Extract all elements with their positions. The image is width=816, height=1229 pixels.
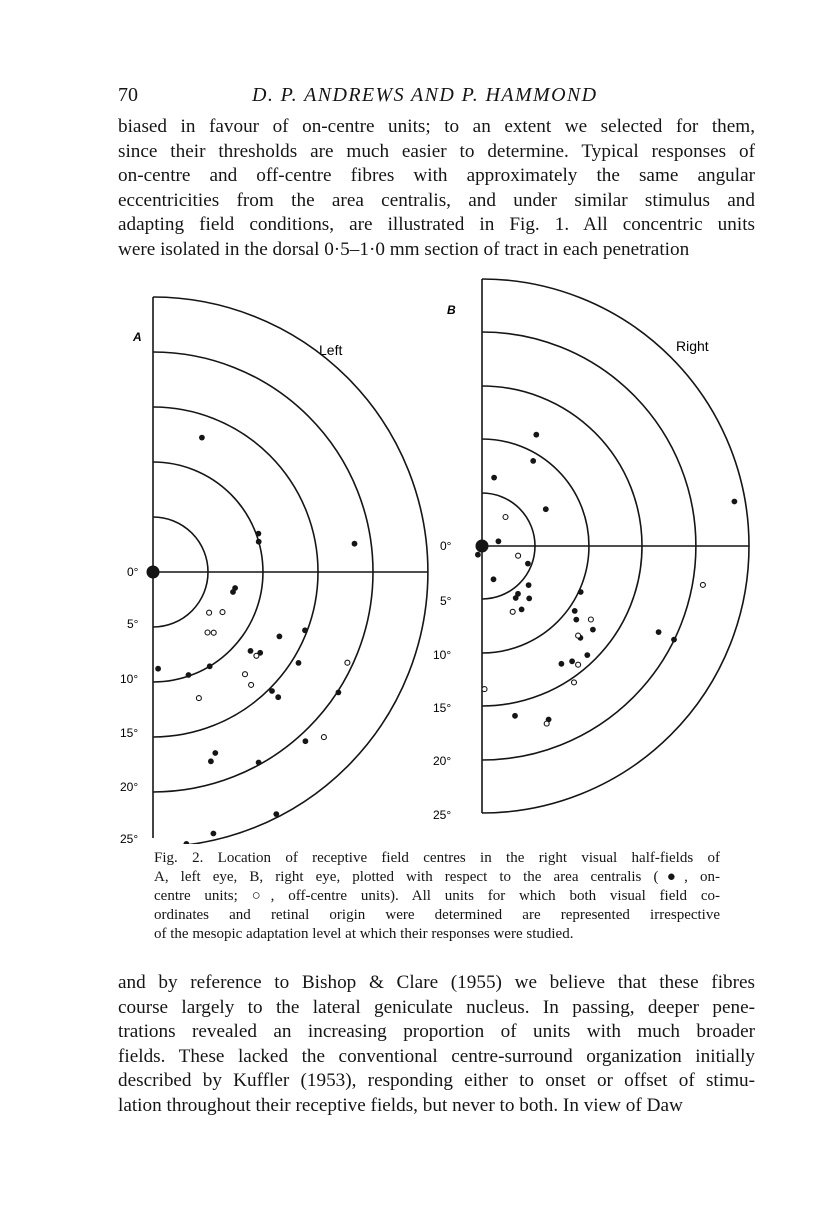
on-centre-unit — [496, 538, 502, 544]
off-centre-unit — [207, 610, 212, 615]
text-line: described by Kuffler (1953), responding either to onset or offset of stimu- — [118, 1070, 755, 1091]
on-centre-unit — [569, 658, 575, 664]
off-centre-unit — [254, 653, 259, 658]
ring-label: 20° — [433, 754, 452, 768]
caption-line: centre units; ○, off-centre units). All units for which both visual field co- — [154, 888, 720, 904]
off-centre-unit — [544, 721, 549, 726]
on-centre-unit — [526, 582, 532, 588]
ring-label: 25° — [433, 808, 452, 822]
panel-b-rings — [482, 279, 749, 813]
on-centre-unit — [491, 475, 497, 481]
off-centre-unit — [211, 630, 216, 635]
caption-line: ordinates and retinal origin were determined are represented irrespective — [154, 907, 720, 923]
panel-b-letter: B — [447, 303, 456, 317]
on-centre-unit — [302, 627, 308, 633]
caption-line: Fig. 2. Location of receptive field centres in the right visual half-fields of — [154, 850, 720, 866]
on-centre-unit — [303, 738, 309, 744]
on-centre-unit — [155, 666, 161, 672]
off-centre-unit — [576, 662, 581, 667]
panel-a-points — [155, 435, 357, 844]
on-centre-unit — [543, 506, 549, 512]
on-centre-unit — [671, 637, 677, 643]
ring-label: 15° — [120, 726, 139, 740]
ring-label: 10° — [120, 672, 139, 686]
text-line: fields. These lacked the conventional centre-surround organization initially — [118, 1045, 755, 1067]
panel-b-ring-labels — [433, 539, 452, 822]
off-centre-unit — [220, 610, 225, 615]
on-centre-unit — [584, 652, 590, 658]
on-centre-unit — [590, 627, 596, 633]
on-centre-unit — [256, 760, 262, 766]
off-centre-unit — [576, 633, 581, 638]
on-centre-unit — [208, 758, 214, 764]
on-centre-unit — [530, 458, 536, 464]
off-centre-unit — [572, 680, 577, 685]
text-line: on-centre and off-centre fibres with approximately the same angular — [118, 165, 755, 186]
text-line: lation throughout their receptive fields, but never to both. In view of Daw — [118, 1094, 683, 1116]
off-centre-unit — [700, 582, 705, 587]
ring-label: 25° — [120, 832, 139, 844]
ring-label: 5° — [440, 594, 452, 608]
panel-b — [433, 279, 749, 822]
on-centre-unit — [352, 541, 358, 547]
body-paragraph-bottom — [118, 971, 755, 1118]
off-centre-unit — [503, 515, 508, 520]
body-paragraph-top — [118, 115, 755, 262]
on-centre-unit — [273, 811, 279, 817]
off-centre-unit — [510, 609, 515, 614]
panel-a-ring-labels — [120, 565, 139, 844]
on-centre-unit — [184, 841, 190, 844]
ring-label: 0° — [440, 539, 452, 553]
on-centre-unit — [256, 531, 262, 537]
running-header — [118, 84, 754, 110]
on-centre-unit — [248, 648, 254, 654]
text-line: course largely to the lateral geniculate nucleus. In passing, deeper pene- — [118, 996, 755, 1018]
on-centre-unit — [269, 688, 275, 694]
on-centre-unit — [336, 690, 342, 696]
on-centre-unit — [732, 499, 738, 505]
off-centre-unit — [243, 672, 248, 677]
panel-b-eye-label: Right — [676, 338, 709, 354]
text-line: eccentricities from the area centralis, and under similar stimulus and — [118, 189, 755, 211]
off-centre-unit — [588, 617, 593, 622]
panel-a — [120, 297, 428, 844]
off-centre-unit — [321, 735, 326, 740]
off-centre-unit — [249, 682, 254, 687]
ring-label: 15° — [433, 701, 452, 715]
ring-label: 20° — [120, 780, 139, 794]
on-centre-unit — [491, 576, 497, 582]
caption-line: A, left eye, B, right eye, plotted with respect to the area centralis (●, on- — [154, 869, 720, 885]
on-centre-unit — [526, 596, 532, 602]
panel-b-points — [475, 432, 737, 726]
on-centre-unit — [277, 634, 283, 640]
text-line: trations revealed an increasing proportion of units with much broader — [118, 1021, 755, 1042]
on-centre-unit — [475, 552, 481, 558]
on-centre-unit — [559, 661, 565, 667]
on-centre-unit — [211, 831, 217, 837]
on-centre-unit — [572, 608, 578, 614]
ring-label: 0° — [127, 565, 139, 579]
figure-2-polar-plots — [112, 278, 762, 844]
on-centre-unit — [232, 585, 238, 591]
panel-a-rings — [153, 297, 428, 844]
panel-a-eye-label: Left — [319, 342, 343, 358]
on-centre-unit — [533, 432, 539, 438]
on-centre-unit — [656, 629, 662, 635]
running-title: D. P. ANDREWS AND P. HAMMOND — [252, 84, 598, 106]
on-centre-unit — [578, 589, 584, 595]
on-centre-unit — [296, 660, 302, 666]
on-centre-unit — [212, 750, 218, 756]
ring-label: 10° — [433, 648, 452, 662]
on-centre-unit — [186, 672, 192, 678]
on-centre-unit — [573, 617, 579, 623]
area-centralis-marker — [476, 540, 489, 553]
caption-line: of the mesopic adaptation level at which their responses were studied. — [154, 926, 574, 942]
off-centre-unit — [516, 553, 521, 558]
on-centre-unit — [525, 561, 531, 567]
on-centre-unit — [275, 694, 281, 700]
text-line: biased in favour of on-centre units; to an extent we selected for them, — [118, 116, 755, 137]
on-centre-unit — [256, 539, 262, 545]
area-centralis-marker — [147, 566, 160, 579]
page-number: 70 — [118, 84, 138, 106]
text-line: adapting field conditions, are illustrated in Fig. 1. All concentric units — [118, 214, 755, 235]
on-centre-unit — [199, 435, 205, 441]
off-centre-unit — [482, 687, 487, 692]
off-centre-unit — [196, 696, 201, 701]
off-centre-unit — [205, 630, 210, 635]
off-centre-unit — [345, 660, 350, 665]
on-centre-unit — [513, 595, 519, 601]
on-centre-unit — [207, 663, 213, 669]
text-line: and by reference to Bishop & Clare (1955) we believe that these fibres — [118, 972, 755, 993]
figure-caption — [154, 849, 720, 944]
text-line: were isolated in the dorsal 0·5–1·0 mm section of tract in each penetration — [118, 238, 690, 260]
on-centre-unit — [519, 607, 525, 613]
panel-a-letter: A — [133, 330, 142, 344]
on-centre-unit — [512, 713, 518, 719]
text-line: since their thresholds are much easier to determine. Typical responses of — [118, 140, 755, 162]
ring-label: 5° — [127, 617, 139, 631]
